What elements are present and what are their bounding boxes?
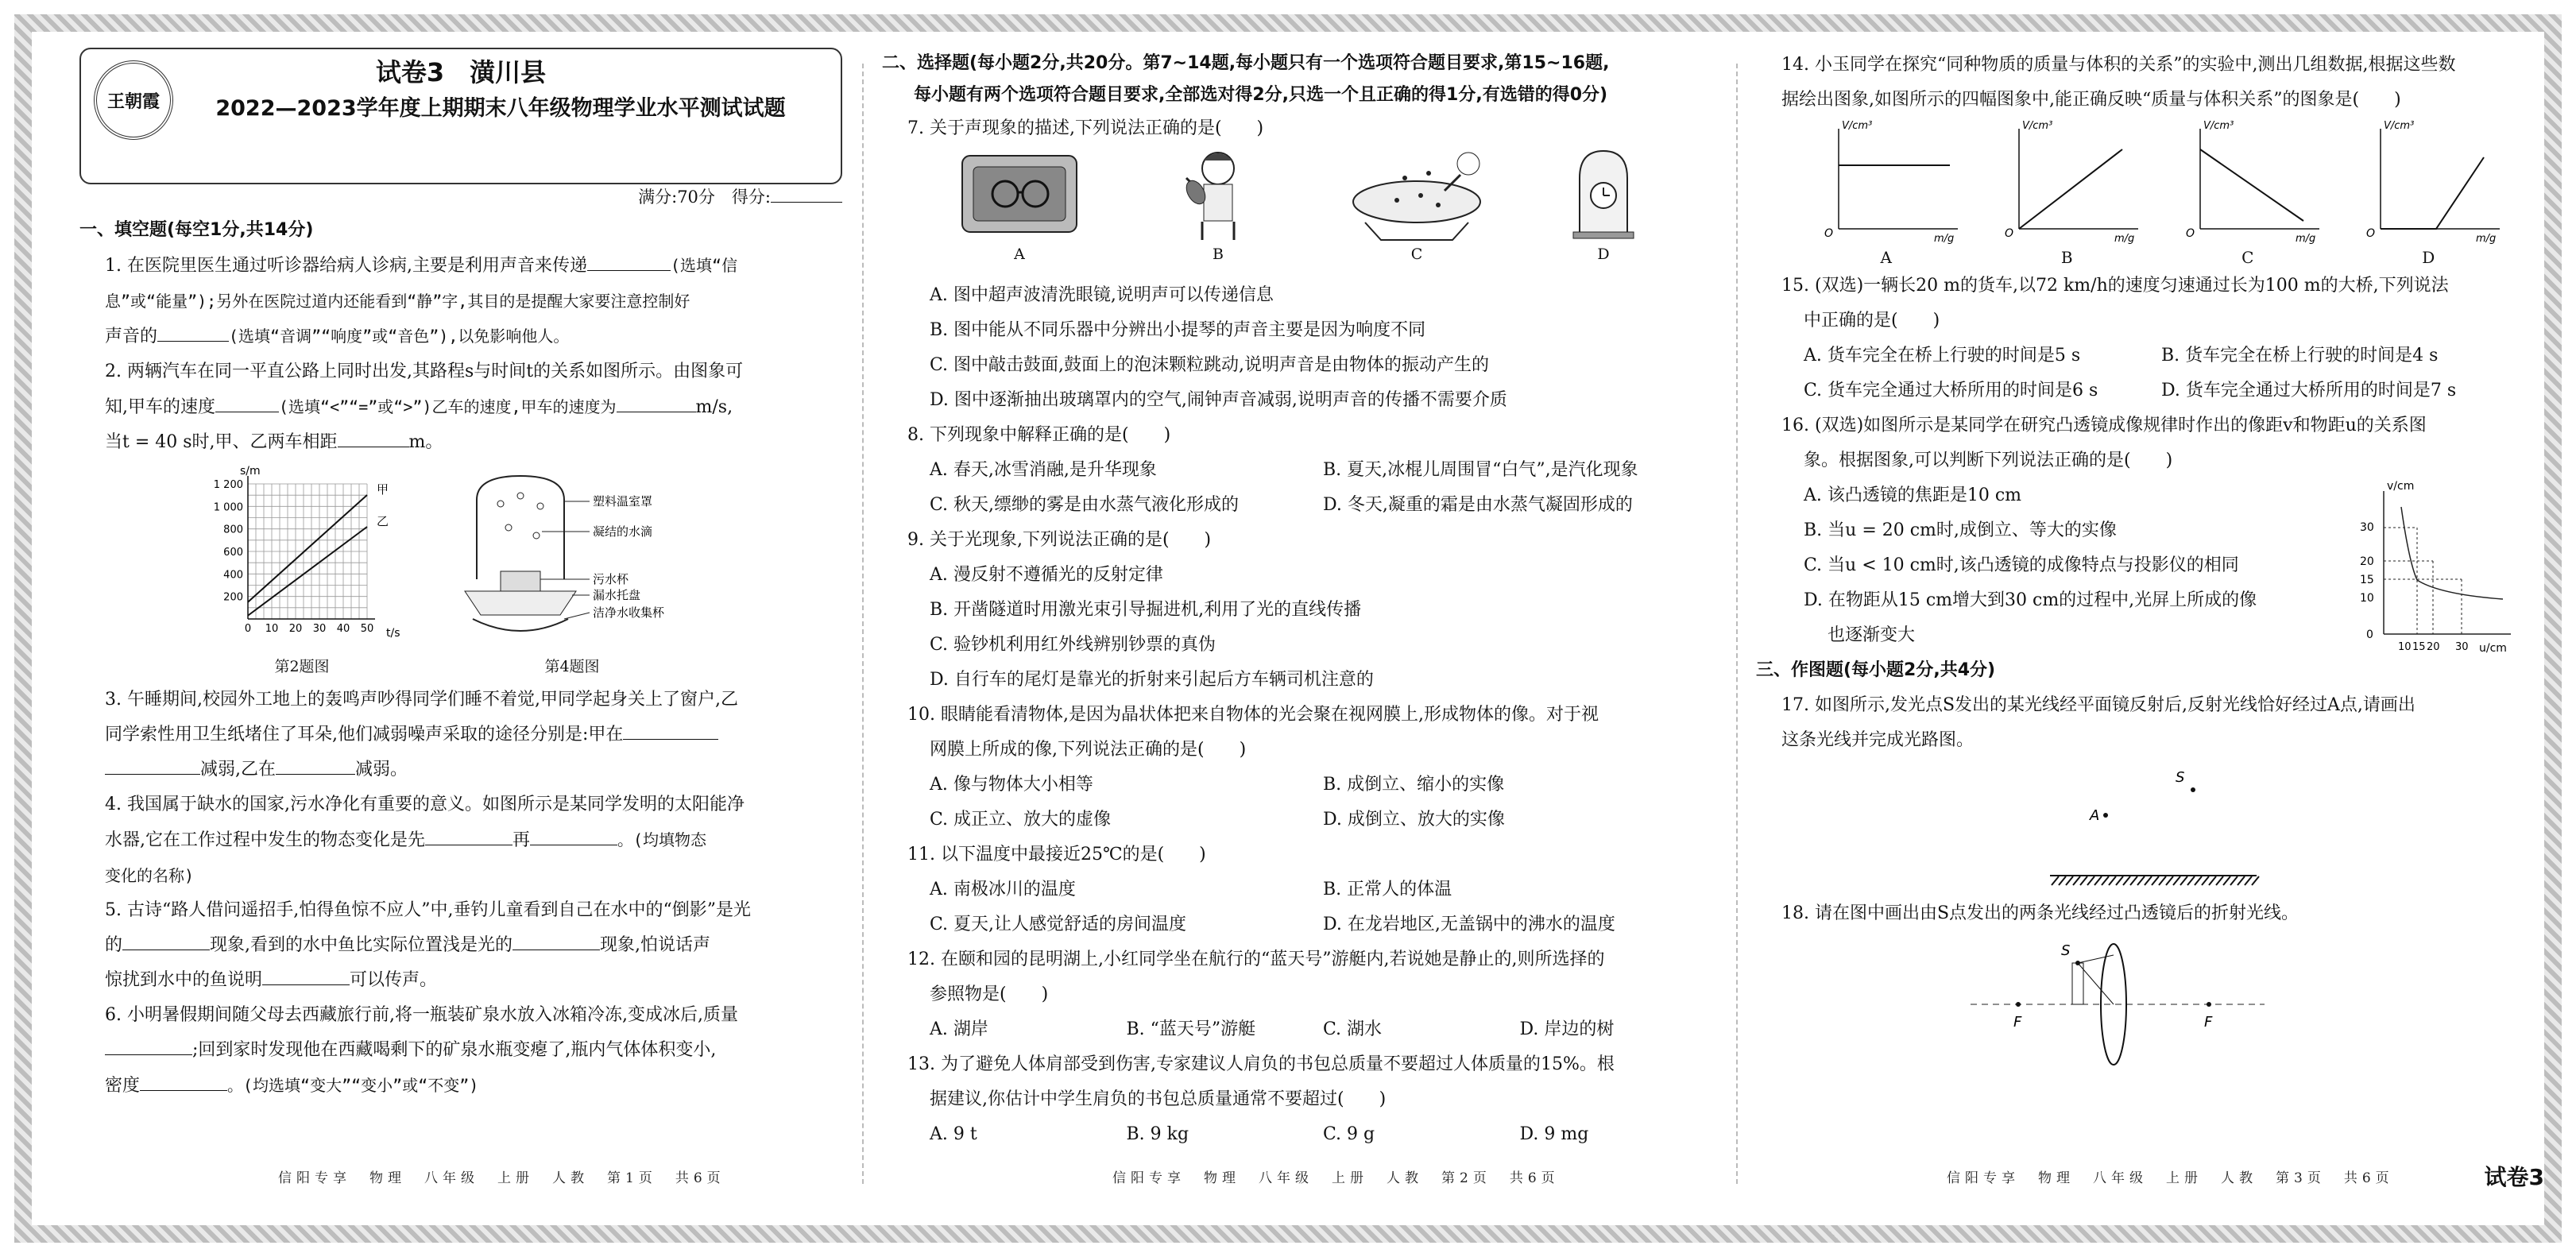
q16-ytick: 20 — [2360, 555, 2374, 568]
question-13 — [882, 1047, 1716, 1152]
fig4-label: 污水杯 — [593, 572, 629, 586]
drum-foam-image — [1349, 146, 1484, 242]
q5-text: 5. 古诗“路人借问遥招手,怕得鱼惊不应人”中,垂钓儿童看到自己在水中的“倒影”是光 — [105, 900, 751, 920]
q1-text: 息”或“能量”);另外在医院过道内还能看到“静”字,其目的是提醒大家要注意控制好 — [105, 292, 690, 311]
answer-blank[interactable] — [338, 429, 409, 447]
mirror-hatch-line — [2066, 876, 2073, 885]
mirror-hatch-line — [2245, 876, 2252, 885]
option[interactable]: C. 图中敲击鼓面,鼓面上的泡沫颗粒跳动,说明声音是由物体的振动产生的 — [930, 355, 1490, 375]
options-row — [882, 907, 1716, 942]
q14-curve — [2200, 149, 2303, 221]
section-2-heading-cont: 每小题有两个选项符合题目要求,全部选对得2分,只选一个且正确的得1分,有选错的得0分) — [914, 85, 1608, 105]
q10-text: 网膜上所成的像,下列说法正确的是( ) — [930, 740, 1247, 760]
fig2-ytick: 1 200 — [213, 479, 243, 491]
options-row — [882, 872, 1716, 907]
q1-note: (选填“信 — [670, 256, 738, 275]
option[interactable]: A. 9 t — [930, 1124, 977, 1144]
q14-origin: O — [2185, 227, 2195, 240]
q5-text: 惊扰到水中的鱼说明 — [105, 970, 263, 990]
fig2-xtick: 20 — [288, 623, 303, 635]
q3-text: 减弱。 — [355, 760, 408, 779]
mirror-hatch-line — [2180, 876, 2187, 885]
q4-note: 。(均填物态 — [617, 830, 707, 849]
q14-xlabel: m/g — [2295, 233, 2316, 245]
question-17 — [1756, 688, 2519, 896]
option[interactable]: A. 春天,冰雪消融,是升华现象 — [930, 460, 1157, 480]
fig-label: B — [2060, 248, 2073, 267]
question-9 — [882, 523, 1716, 698]
point-a — [2103, 813, 2108, 818]
q14-origin: O — [1824, 227, 1833, 240]
q16-ytick: 10 — [2360, 592, 2374, 605]
q7-fig-d — [1516, 146, 1691, 278]
q13-text: 13. 为了避免人体肩部受到伤害,专家建议人肩负的书包总质量不要超过人体质量的15%。根 — [907, 1054, 1615, 1074]
q16-text: 象。根据图象,可以判断下列说法正确的是( ) — [1804, 451, 2173, 470]
q16-ytick: 0 — [2366, 628, 2373, 641]
mirror-hatch-line — [2252, 876, 2259, 885]
exam-subtitle: 2022—2023学年度上期期末八年级物理学业水平测试试题 — [215, 96, 786, 121]
q14-ylabel: V/cm³ — [2203, 120, 2234, 132]
option[interactable]: C. 验钞机利用红外线辨别钞票的真伪 — [930, 635, 1216, 655]
fig2-svg — [199, 460, 405, 651]
question-1 — [79, 248, 842, 354]
mirror-hatch-line — [2094, 876, 2102, 885]
option[interactable]: C. 当u < 10 cm时,该凸透镜的成像特点与投影仪的相同 — [1804, 555, 2239, 575]
score-line — [79, 181, 842, 213]
q5-text: 现象,看到的水中鱼比实际位置浅是光的 — [210, 935, 513, 955]
options-row — [882, 488, 1716, 523]
q14-text: 14. 小玉同学在探究“同种物质的质量与体积的关系”的实验中,测出几组数据,根据这些数 — [1781, 55, 2456, 75]
options-row — [882, 803, 1716, 837]
mirror-hatch-line — [2209, 876, 2216, 885]
q14-graph-svg — [1987, 118, 2146, 245]
fig-4 — [453, 460, 691, 683]
q14-ylabel: V/cm³ — [2384, 120, 2415, 132]
mirror-hatch-line — [2137, 876, 2145, 885]
fig2-xtick: 10 — [265, 623, 279, 635]
focal-point — [2016, 1002, 2021, 1007]
fig2-ytick: 800 — [223, 524, 243, 536]
question-8 — [882, 418, 1716, 523]
fig-label: D — [1597, 246, 1610, 263]
answer-blank[interactable] — [122, 932, 210, 950]
q17-mirror-diagram — [1756, 758, 2471, 893]
question-2 — [79, 354, 842, 460]
page-footer: 信阳专享 物理 八年级 上册 人教 第3页 共6页 — [1947, 1170, 2394, 1186]
fig2-ytick: 1 000 — [213, 501, 243, 514]
bell-jar-clock-image — [1572, 146, 1635, 242]
q16-xlabel: u/cm — [2479, 642, 2507, 655]
column-divider — [1736, 64, 1738, 1184]
question-18 — [1756, 896, 2519, 1069]
q10-text: 10. 眼睛能看清物体,是因为晶状体把来自物体的光会聚在视网膜上,形成物体的像。对于视 — [907, 705, 1599, 725]
mirror-hatch-line — [2052, 876, 2059, 885]
fig4-label: 洁净水收集杯 — [593, 605, 665, 620]
option[interactable]: A. 该凸透镜的焦距是10 cm — [1804, 485, 2022, 505]
options-row — [882, 1012, 1716, 1047]
column-1 — [79, 48, 842, 1192]
q14-graph-svg — [1807, 118, 1966, 245]
focal-point — [2207, 1002, 2211, 1007]
q16-text: 16. (双选)如图所示是某同学在研究凸透镜成像规律时作出的像距v和物距u的关系图 — [1781, 416, 2427, 435]
question-5 — [79, 893, 842, 998]
mirror-hatch-line — [2109, 876, 2116, 885]
q14-origin: O — [2005, 227, 2014, 240]
option[interactable]: A. 漫反射不遵循光的反射定律 — [930, 565, 1163, 585]
q18-lens-diagram — [1756, 931, 2471, 1066]
q17-text: 17. 如图所示,发光点S发出的某光线经平面镜反射后,反射光线恰好经过A点,请画出 — [1781, 695, 2415, 715]
mirror-hatch-line — [2238, 876, 2245, 885]
q18-text: 18. 请在图中画出由S点发出的两条光线经过凸透镜后的折射光线。 — [1781, 903, 2299, 923]
ray — [2078, 955, 2114, 963]
option[interactable]: C. 成正立、放大的虚像 — [930, 810, 1112, 830]
exam-header — [79, 48, 842, 184]
option[interactable]: D. 成倒立、放大的实像 — [1323, 810, 1505, 830]
option[interactable]: D. 9 mg — [1519, 1124, 1589, 1144]
q16-graph — [2336, 475, 2519, 658]
paper-tag: 试卷3 — [2484, 1164, 2544, 1190]
section-2-heading: 二、选择题(每小题2分,共20分。第7~14题,每小题只有一个选项符合题目要求,第15~16题, — [882, 53, 1610, 73]
q6-text: 6. 小明暑假期间随父母去西藏旅行前,将一瓶装矿泉水放入冰箱冷冻,变成冰后,质量 — [105, 1005, 738, 1025]
option[interactable]: C. 9 g — [1323, 1124, 1375, 1144]
q14-ylabel: V/cm³ — [1841, 120, 1873, 132]
mirror-hatch-line — [2145, 876, 2152, 885]
q14-xlabel: m/g — [2114, 233, 2135, 245]
fig-label: C — [2241, 248, 2254, 267]
answer-blank[interactable] — [623, 721, 718, 740]
column-2 — [882, 48, 1716, 1192]
q2-text: m。 — [408, 432, 443, 452]
option[interactable]: B. 夏天,冰棍儿周围冒“白气”,是汽化现象 — [1323, 460, 1638, 480]
score-text: 满分:70分 得分: — [638, 188, 771, 207]
options-row — [1756, 338, 2519, 373]
option[interactable]: B. 成倒立、缩小的实像 — [1323, 775, 1505, 795]
q17-s-label: S — [2176, 769, 2185, 786]
option[interactable]: C. 货车完全通过大桥所用的时间是6 s — [1804, 381, 2098, 400]
fig-label: D — [2422, 248, 2435, 267]
q7-fig-b — [1119, 146, 1317, 278]
point-s — [2075, 961, 2080, 965]
question-3 — [79, 683, 842, 787]
option[interactable]: D. 自行车的尾灯是靠光的折射来引起后方车辆司机注意的 — [930, 670, 1374, 690]
q9-stem: 9. 关于光现象,下列说法正确的是( ) — [907, 530, 1212, 550]
column-divider — [862, 64, 864, 1184]
fig2-yi: 乙 — [377, 514, 389, 528]
option[interactable]: A. 像与物体大小相等 — [930, 775, 1093, 795]
answer-blank[interactable] — [617, 394, 696, 412]
option[interactable]: C. 湖水 — [1323, 1019, 1383, 1039]
q16-xtick: 20 — [2427, 641, 2440, 653]
q14-text: 据绘出图象,如图所示的四幅图象中,能正确反映“质量与体积关系”的图象是( ) — [1781, 90, 2401, 110]
options-row — [882, 1117, 1716, 1152]
q3-text: 减弱,乙在 — [200, 760, 276, 779]
q14-origin: O — [2366, 227, 2376, 240]
option[interactable]: D. 在物距从15 cm增大到30 cm的过程中,光屏上所成的像 — [1804, 590, 2257, 610]
q16-ytick: 15 — [2360, 574, 2374, 586]
mirror-hatch-line — [2202, 876, 2209, 885]
q16-xtick: 15 — [2412, 641, 2426, 653]
option[interactable]: D. 冬天,凝重的霜是由水蒸气凝固形成的 — [1323, 495, 1633, 515]
q15-text: 中正确的是( ) — [1804, 311, 1940, 331]
q14-graph-svg — [2349, 118, 2508, 245]
fig4-label: 漏水托盘 — [593, 588, 641, 602]
answer-blank[interactable] — [512, 932, 600, 950]
question-4 — [79, 787, 842, 893]
violin-player-image — [1170, 146, 1266, 242]
q2-note: (选填“<”“=”或“>”)乙车的速度,甲车的速度为 — [279, 397, 617, 416]
question-15 — [1756, 269, 2519, 408]
mirror-hatch-line — [2195, 876, 2202, 885]
fig-label: A — [1014, 246, 1025, 263]
q17-a-label: A — [2090, 807, 2100, 824]
score-blank[interactable] — [771, 184, 842, 203]
q7-figures — [882, 146, 1716, 278]
option[interactable]: B. 货车完全在桥上行驶的时间是4 s — [2161, 346, 2439, 365]
fig2-xtick: 40 — [336, 623, 350, 635]
section-1-heading: 一、填空题(每空1分,共14分) — [79, 220, 314, 240]
mirror-hatch-line — [2073, 876, 2080, 885]
q16-ylabel: v/cm — [2387, 480, 2415, 493]
q11-stem: 11. 以下温度中最接近25℃的是( ) — [907, 845, 1206, 864]
column-3 — [1756, 48, 2519, 1192]
q16-xtick: 10 — [2398, 641, 2412, 653]
option[interactable]: D. 货车完全通过大桥所用的时间是7 s — [2161, 381, 2457, 400]
q7-stem: 7. 关于声现象的描述,下列说法正确的是( ) — [907, 118, 1264, 138]
fig2-caption: 第2题图 — [274, 658, 330, 675]
mirror-hatch-line — [2166, 876, 2173, 885]
question-14 — [1756, 48, 2519, 269]
q4-text: 4. 我国属于缺水的国家,污水净化有重要的意义。如图所示是某同学发明的太阳能净 — [105, 795, 745, 814]
options-row — [1756, 373, 2519, 408]
q3-text: 同学索性用卫生纸堵住了耳朵,他们减弱噪声采取的途径分别是:甲在 — [105, 725, 624, 745]
answer-blank[interactable] — [105, 1037, 192, 1055]
q14-graph-d[interactable] — [2338, 118, 2520, 269]
q12-text: 12. 在颐和园的昆明湖上,小红同学坐在航行的“蓝天号”游艇内,若说她是静止的,则所选择的 — [907, 950, 1605, 969]
fig-label: A — [1880, 248, 1892, 267]
mirror-hatch-line — [2173, 876, 2180, 885]
q1-text: 声音的 — [105, 327, 158, 346]
q6-note: 。(均选填“变大”“变小”或“不变”) — [227, 1076, 479, 1095]
answer-blank[interactable] — [140, 1073, 227, 1091]
q18-f-label: F — [2204, 1014, 2213, 1031]
q14-graphs — [1756, 118, 2519, 269]
answer-blank[interactable] — [276, 756, 355, 775]
q2-text: 2. 两辆汽车在同一平直公路上同时出发,其路程s与时间t的关系如图所示。由图象可 — [105, 362, 744, 381]
q2-text: m/s, — [695, 397, 733, 417]
q16-ytick: 30 — [2360, 521, 2374, 534]
option[interactable]: B. 当u = 20 cm时,成倒立、等大的实像 — [1804, 520, 2117, 540]
question-11 — [882, 837, 1716, 942]
fig2-xlabel: t/s — [386, 627, 400, 640]
option[interactable]: B. 正常人的体温 — [1323, 880, 1452, 899]
answer-blank[interactable] — [530, 827, 617, 845]
mirror-hatch-line — [2223, 876, 2230, 885]
fig-label: B — [1213, 246, 1224, 263]
question-12 — [882, 942, 1716, 1047]
line-jia — [248, 495, 367, 602]
point-s — [2191, 787, 2195, 792]
option[interactable]: C. 秋天,缥缈的雾是由水蒸气液化形成的 — [930, 495, 1240, 515]
question-6 — [79, 998, 842, 1104]
q4-text: 再 — [512, 830, 531, 850]
fig-2 — [199, 460, 405, 683]
page-footer: 信阳专享 物理 八年级 上册 人教 第1页 共6页 — [278, 1170, 725, 1186]
q3-text: 3. 午睡期间,校园外工地上的轰鸣声吵得同学们睡不着觉,甲同学起身关上了窗户,乙 — [105, 690, 738, 710]
q1-text: 1. 在医院里医生通过听诊器给病人诊病,主要是利用声音来传递 — [105, 256, 587, 276]
fig4-svg — [453, 460, 691, 651]
q2-q4-figures — [79, 460, 842, 683]
fig2-xtick: 0 — [244, 623, 252, 635]
option[interactable]: A. 货车完全在桥上行驶的时间是5 s — [1804, 346, 2081, 365]
q14-xlabel: m/g — [1933, 233, 1955, 245]
question-7 — [882, 111, 1716, 418]
fig2-ytick: 400 — [223, 569, 243, 582]
option[interactable]: A. 湖岸 — [930, 1019, 988, 1039]
option-continued: 也逐渐变大 — [1828, 625, 1916, 645]
q14-graph-svg — [2168, 118, 2327, 245]
q7-fig-c — [1317, 146, 1516, 278]
fig4-caption: 第4题图 — [544, 658, 600, 675]
q14-graph-a[interactable] — [1796, 118, 1977, 269]
q14-xlabel: m/g — [2476, 233, 2497, 245]
page-footer: 信阳专享 物理 八年级 上册 人教 第2页 共6页 — [1112, 1170, 1560, 1186]
q13-text: 据建议,你估计中学生肩负的书包总质量通常不要超过( ) — [930, 1089, 1387, 1109]
option[interactable]: B. 图中能从不同乐器中分辨出小提琴的声音主要是因为响度不同 — [930, 320, 1426, 340]
q16-xtick: 30 — [2455, 641, 2469, 653]
fig4-label: 凝结的水滴 — [593, 524, 653, 539]
answer-blank[interactable] — [215, 394, 279, 412]
mirror-hatch-line — [2159, 876, 2166, 885]
option[interactable]: B. 开凿隧道时用激光束引导掘进机,利用了光的直线传播 — [930, 600, 1362, 620]
q14-curve — [2381, 157, 2484, 229]
option[interactable]: A. 南极冰川的温度 — [930, 880, 1076, 899]
option[interactable]: C. 夏天,让人感觉舒适的房间温度 — [930, 915, 1187, 934]
q18-f-label: F — [2013, 1014, 2022, 1031]
q5-text: 可以传声。 — [350, 970, 438, 990]
mirror-hatch-line — [2059, 876, 2066, 885]
option[interactable]: D. 岸边的树 — [1519, 1019, 1615, 1039]
q6-text: ;回到家时发现他在西藏喝剩下的矿泉水瓶变瘪了,瓶内气体体积变小, — [192, 1040, 717, 1060]
answer-blank[interactable] — [157, 323, 229, 342]
answer-blank[interactable] — [262, 967, 350, 985]
q7-fig-a — [920, 146, 1119, 278]
object — [2072, 963, 2083, 1004]
q17-text: 这条光线并完成光路图。 — [1781, 730, 1975, 750]
section-3-heading: 三、作图题(每小题2分,共4分) — [1756, 660, 1996, 680]
mirror-hatch-line — [2080, 876, 2087, 885]
answer-blank[interactable] — [587, 253, 671, 271]
q6-text: 密度 — [105, 1076, 141, 1096]
fig-label: C — [1410, 246, 1423, 263]
mirror-hatch-line — [2130, 876, 2137, 885]
mirror-hatch-line — [2087, 876, 2094, 885]
q5-text: 的 — [105, 935, 123, 955]
option[interactable]: D. 图中逐渐抽出玻璃罩内的空气,闹钟声音减弱,说明声音的传播不需要介质 — [930, 390, 1507, 410]
mirror-hatch-line — [2187, 876, 2195, 885]
option[interactable]: A. 图中超声波清洗眼镜,说明声可以传递信息 — [930, 285, 1274, 305]
option[interactable]: B. 9 kg — [1126, 1124, 1189, 1144]
q4-text: 水器,它在工作过程中发生的物态变化是先 — [105, 830, 425, 850]
fig2-xtick: 30 — [312, 623, 327, 635]
q8-stem: 8. 下列现象中解释正确的是( ) — [907, 425, 1171, 445]
fig2-ytick: 600 — [223, 547, 243, 559]
question-16 — [1756, 408, 2519, 653]
q15-text: 15. (双选)一辆长20 m的货车,以72 km/h的速度匀速通过长为100 m的大桥,下列说法 — [1781, 276, 2449, 296]
q1-note: (选填“音调”“响度”或“音色”),以免影响他人。 — [229, 327, 570, 346]
fig4-label: 塑料温室罩 — [593, 494, 653, 509]
mirror-hatch-line — [2102, 876, 2109, 885]
fig2-ylabel: s/m — [240, 465, 261, 478]
mirror-hatch-line — [2230, 876, 2238, 885]
q14-graph-c[interactable] — [2157, 118, 2338, 269]
options-row — [882, 453, 1716, 488]
option[interactable]: D. 在龙岩地区,无盖锅中的沸水的温度 — [1323, 915, 1615, 934]
exam-title: 试卷3 潢川县 — [375, 57, 547, 87]
fig2-xtick: 50 — [360, 623, 374, 635]
mirror-hatch-line — [2123, 876, 2130, 885]
answer-blank[interactable] — [425, 827, 512, 845]
fig2-ytick: 200 — [223, 591, 243, 604]
options-row — [882, 768, 1716, 803]
option[interactable]: B. “蓝天号”游艇 — [1126, 1019, 1256, 1039]
question-10 — [882, 698, 1716, 837]
q2-text: 当t = 40 s时,甲、乙两车相距 — [105, 432, 338, 452]
mirror-hatch-line — [2152, 876, 2159, 885]
mirror-hatch-line — [2216, 876, 2223, 885]
answer-blank[interactable] — [105, 756, 200, 775]
q12-text: 参照物是( ) — [930, 984, 1049, 1004]
mirror-hatch-line — [2116, 876, 2123, 885]
q18-s-label: S — [2061, 942, 2071, 959]
q14-graph-b[interactable] — [1977, 118, 2158, 269]
q14-curve — [2019, 149, 2122, 229]
q4-note: 变化的名称) — [105, 866, 195, 885]
fig2-jia: 甲 — [377, 482, 389, 497]
q2-text: 知,甲车的速度 — [105, 397, 215, 417]
q5-text: 现象,怕说话声 — [600, 935, 711, 955]
logo-text: 王朝霞 — [106, 91, 160, 112]
ultrasonic-cleaner-image — [956, 146, 1083, 242]
q14-ylabel: V/cm³ — [2022, 120, 2053, 132]
